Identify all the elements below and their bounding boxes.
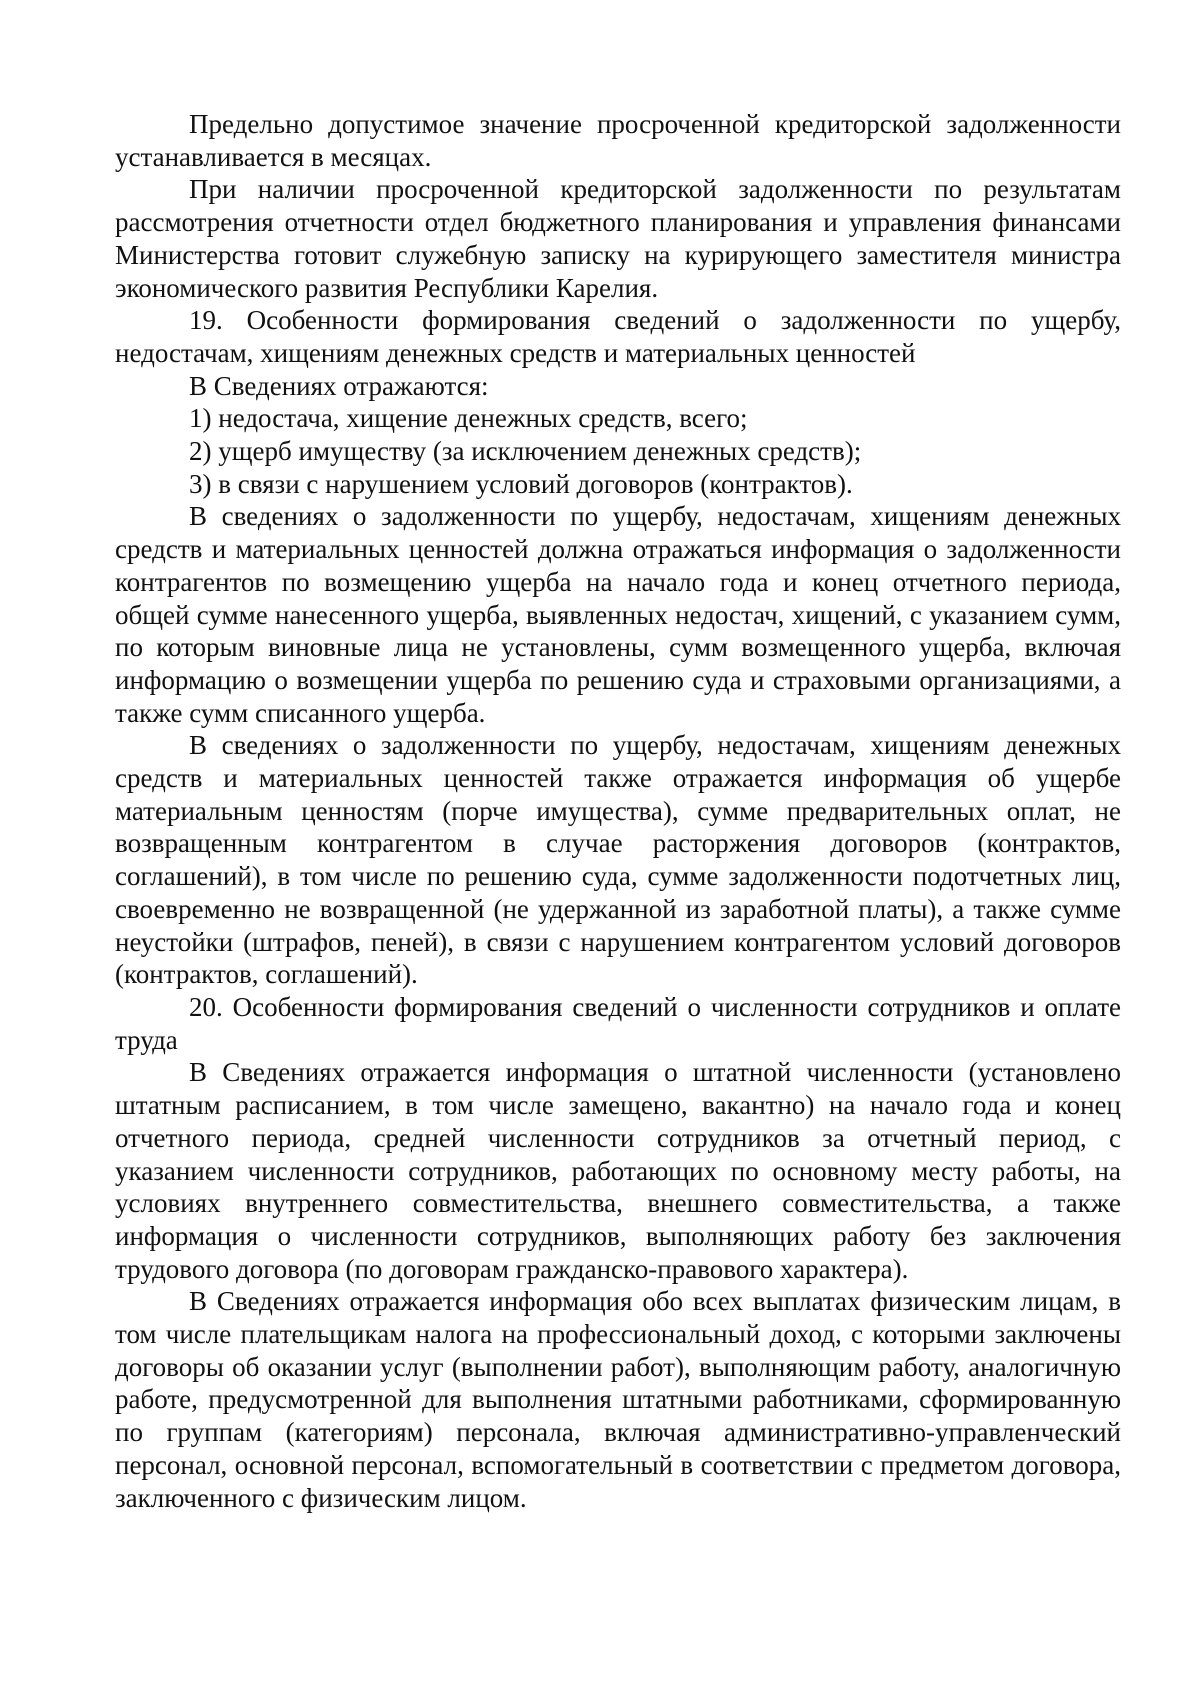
section-20-heading: 20. Особенности формирования сведений о численности сотрудников и оплате труда [115,991,1121,1055]
document-page [115,108,1121,1514]
paragraph-damage-debt-info: В сведениях о задолженности по ущербу, недостачам, хищениям денежных средств и материальных ценностей должна отражаться информация о задолженности контрагентов по возмещению ущерба на начало года и конец отчетного периода, общей сумме нанесенного ущерба, выявленных недостач, хищений, с указанием сумм, по которым виновные лица не установлены, сумм возмещенного ущерба, включая информацию о возмещении ущерба по решению суда и страховыми организациями, а также сумм списанного ущерба. [115,501,1121,728]
paragraph-max-overdue-debt: Предельно допустимое значение просроченной кредиторской задолженности устанавливается в месяцах. [115,109,1121,172]
section-19-heading: 19. Особенности формирования сведений о задолженности по ущербу, недостачам, хищениям денежных средств и материальных ценностей [115,305,1121,368]
paragraph-damage-debt-additional: В сведениях о задолженности по ущербу, недостачам, хищениям денежных средств и материальных ценностей также отражается информация об ущербе материальным ценностям (порче имущества), сумме предварительных оплат, не возвращенным контрагентом в случае расторжения договоров (контрактов, соглашений), в том числе по решению суда, сумме задолженности подотчетных лиц, своевременно не возвращенной (не удержанной из заработной платы), а также сумме неустойки (штрафов, пеней), в связи с нарушением контрагентом условий договоров (контрактов, соглашений). [115,730,1121,990]
paragraph-staff-numbers: В Сведениях отражается информация о штатной численности (установлено штатным расписанием, в том числе замещено, вакантно) на начало года и конец отчетного периода, средней численности сотрудников за отчетный период, с указанием численности сотрудников, работающих по основному месту работы, на условиях внутреннего совместительства, внешнего совместительства, а также информация о численности сотрудников, выполняющих работу без заключения трудового договора (по договорам гражданско-правового характера). [115,1057,1121,1284]
paragraph-info-reflected: В Сведениях отражаются: [189,370,489,401]
list-item-3: 3) в связи с нарушением условий договоров (контрактов). [189,468,853,499]
paragraph-overdue-debt-memo: При наличии просроченной кредиторской задолженности по результатам рассмотрения отчетности отдел бюджетного планирования и управления финансами Министерства готовит служебную записку на курирующего заместителя министра экономического развития Республики Карелия. [115,174,1121,303]
list-item-2: 2) ущерб имуществу (за исключением денежных средств); [189,436,862,467]
list-item-1: 1) недостача, хищение денежных средств, всего; [189,403,748,434]
paragraph-payments-individuals: В Сведениях отражается информация обо всех выплатах физическим лицам, в том числе плательщикам налога на профессиональный доход, с которыми заключены договоры об оказании услуг (выполнении работ), выполняющим работу, аналогичную работе, предусмотренной для выполнения штатными работниками, сформированную по группам (категориям) персонала, включая административно-управленческий персонал, основной персонал, вспомогательный в соответствии с предметом договора, заключенного с физическим лицом. [115,1286,1121,1513]
